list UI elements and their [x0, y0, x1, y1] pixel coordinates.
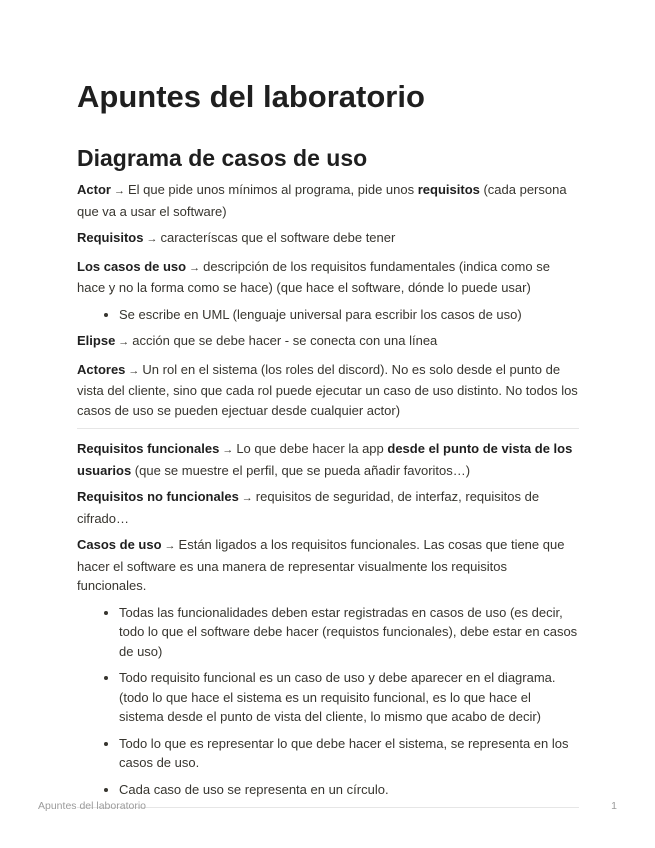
actor-text: El que pide unos mínimos al programa, pide unos — [127, 182, 418, 197]
req-func-text: Lo que debe hacer la app — [236, 441, 388, 456]
page-number: 1 — [611, 800, 617, 812]
actor-text-end: (cada persona que va a usar el software) — [77, 182, 567, 219]
arrow-icon: → — [128, 364, 140, 377]
actor-bold: requisitos — [417, 182, 480, 197]
paragraph-actores — [77, 360, 579, 421]
paragraph-casos-de-uso-2 — [77, 535, 579, 596]
paragraph-elipse — [77, 331, 579, 353]
list-item: • Todas las funcionalidades deben estar registradas en casos de uso (es decir, todo lo que el software debe hacer (requistos funcionales), debe estar en casos de uso) — [119, 603, 579, 662]
paragraph-requisitos-funcionales — [77, 439, 579, 480]
arrow-icon: → — [113, 185, 125, 197]
list-item: • Todo requisito funcional es un caso de uso y debe aparecer en el diagrama. (todo lo que hace el sistema es un requisito funcional, es lo que hace el sistema desde el punto de vista del cliente, lo mismo que acabo de decir) — [119, 668, 579, 727]
page-title: Apuntes del laboratorio — [77, 79, 425, 114]
paragraph-casos-de-uso — [77, 257, 579, 298]
list-item: • Se escribe en UML (lenguaje universal para escribir los casos de uso) — [119, 305, 579, 325]
list-item: • Todo lo que es representar lo que debe hacer el sistema, se representa en los casos de uso. — [119, 734, 579, 773]
actores-text: Un rol en el sistema (los roles del discord). No es solo desde el punto de vista del cliente, sino que cada rol puede ejecutar un caso de uso distinto. No todos los casos de uso se pueden ejectuar desde cualquier actor) — [77, 361, 578, 418]
arrow-icon: → — [164, 540, 176, 552]
arrow-icon: → — [146, 233, 158, 245]
arrow-icon: → — [222, 444, 234, 456]
term-actor: Actor — [77, 182, 111, 197]
paragraph-requisitos — [77, 228, 579, 250]
divider — [77, 807, 579, 808]
casos2-list — [77, 603, 579, 800]
document-page — [77, 78, 579, 818]
term-casos-de-uso: Los casos de uso — [77, 258, 187, 274]
casos2-text: Están ligados a los requisitos funcionales. Las cosas que tiene que hacer el software es una manera de representar visualmente los requisitos funcionales. — [77, 537, 565, 593]
arrow-icon: → — [241, 492, 253, 504]
requisitos-text: caracteríscas que el software debe tener — [160, 230, 396, 245]
list-item: • Cada caso de uso se representa en un círculo. — [119, 780, 579, 800]
elipse-text: acción que se debe hacer - se conecta con una línea — [132, 333, 438, 348]
req-func-text-end: (que se muestre el perfil, que se pueda añadir favoritos…) — [131, 462, 471, 478]
casos-text: descripción de los requisitos fundamentales (indica como se hace y no la forma como se hace) (que hace el software, dónde lo puede usar) — [77, 258, 550, 295]
paragraph-actor — [77, 180, 579, 221]
term-elipse: Elipse — [77, 333, 116, 348]
footer-title: Apuntes del laboratorio — [38, 800, 146, 812]
term-requisitos-funcionales: Requisitos funcionales — [77, 441, 220, 456]
casos-list — [77, 305, 579, 325]
section-title: Diagrama de casos de uso — [77, 145, 368, 171]
term-requisitos-no-funcionales: Requisitos no funcionales — [77, 489, 239, 504]
term-casos-de-uso-2: Casos de uso — [77, 537, 162, 552]
arrow-icon: → — [118, 336, 130, 348]
term-actores: Actores — [77, 361, 126, 377]
arrow-icon: → — [189, 261, 201, 274]
divider — [77, 428, 579, 429]
term-requisitos: Requisitos — [77, 230, 144, 245]
paragraph-requisitos-no-funcionales — [77, 487, 579, 528]
req-nofunc-text: requisitos de seguridad, de interfaz, requisitos de cifrado… — [77, 489, 540, 526]
req-func-bold: desde el punto de vista de los usuarios — [77, 441, 573, 478]
